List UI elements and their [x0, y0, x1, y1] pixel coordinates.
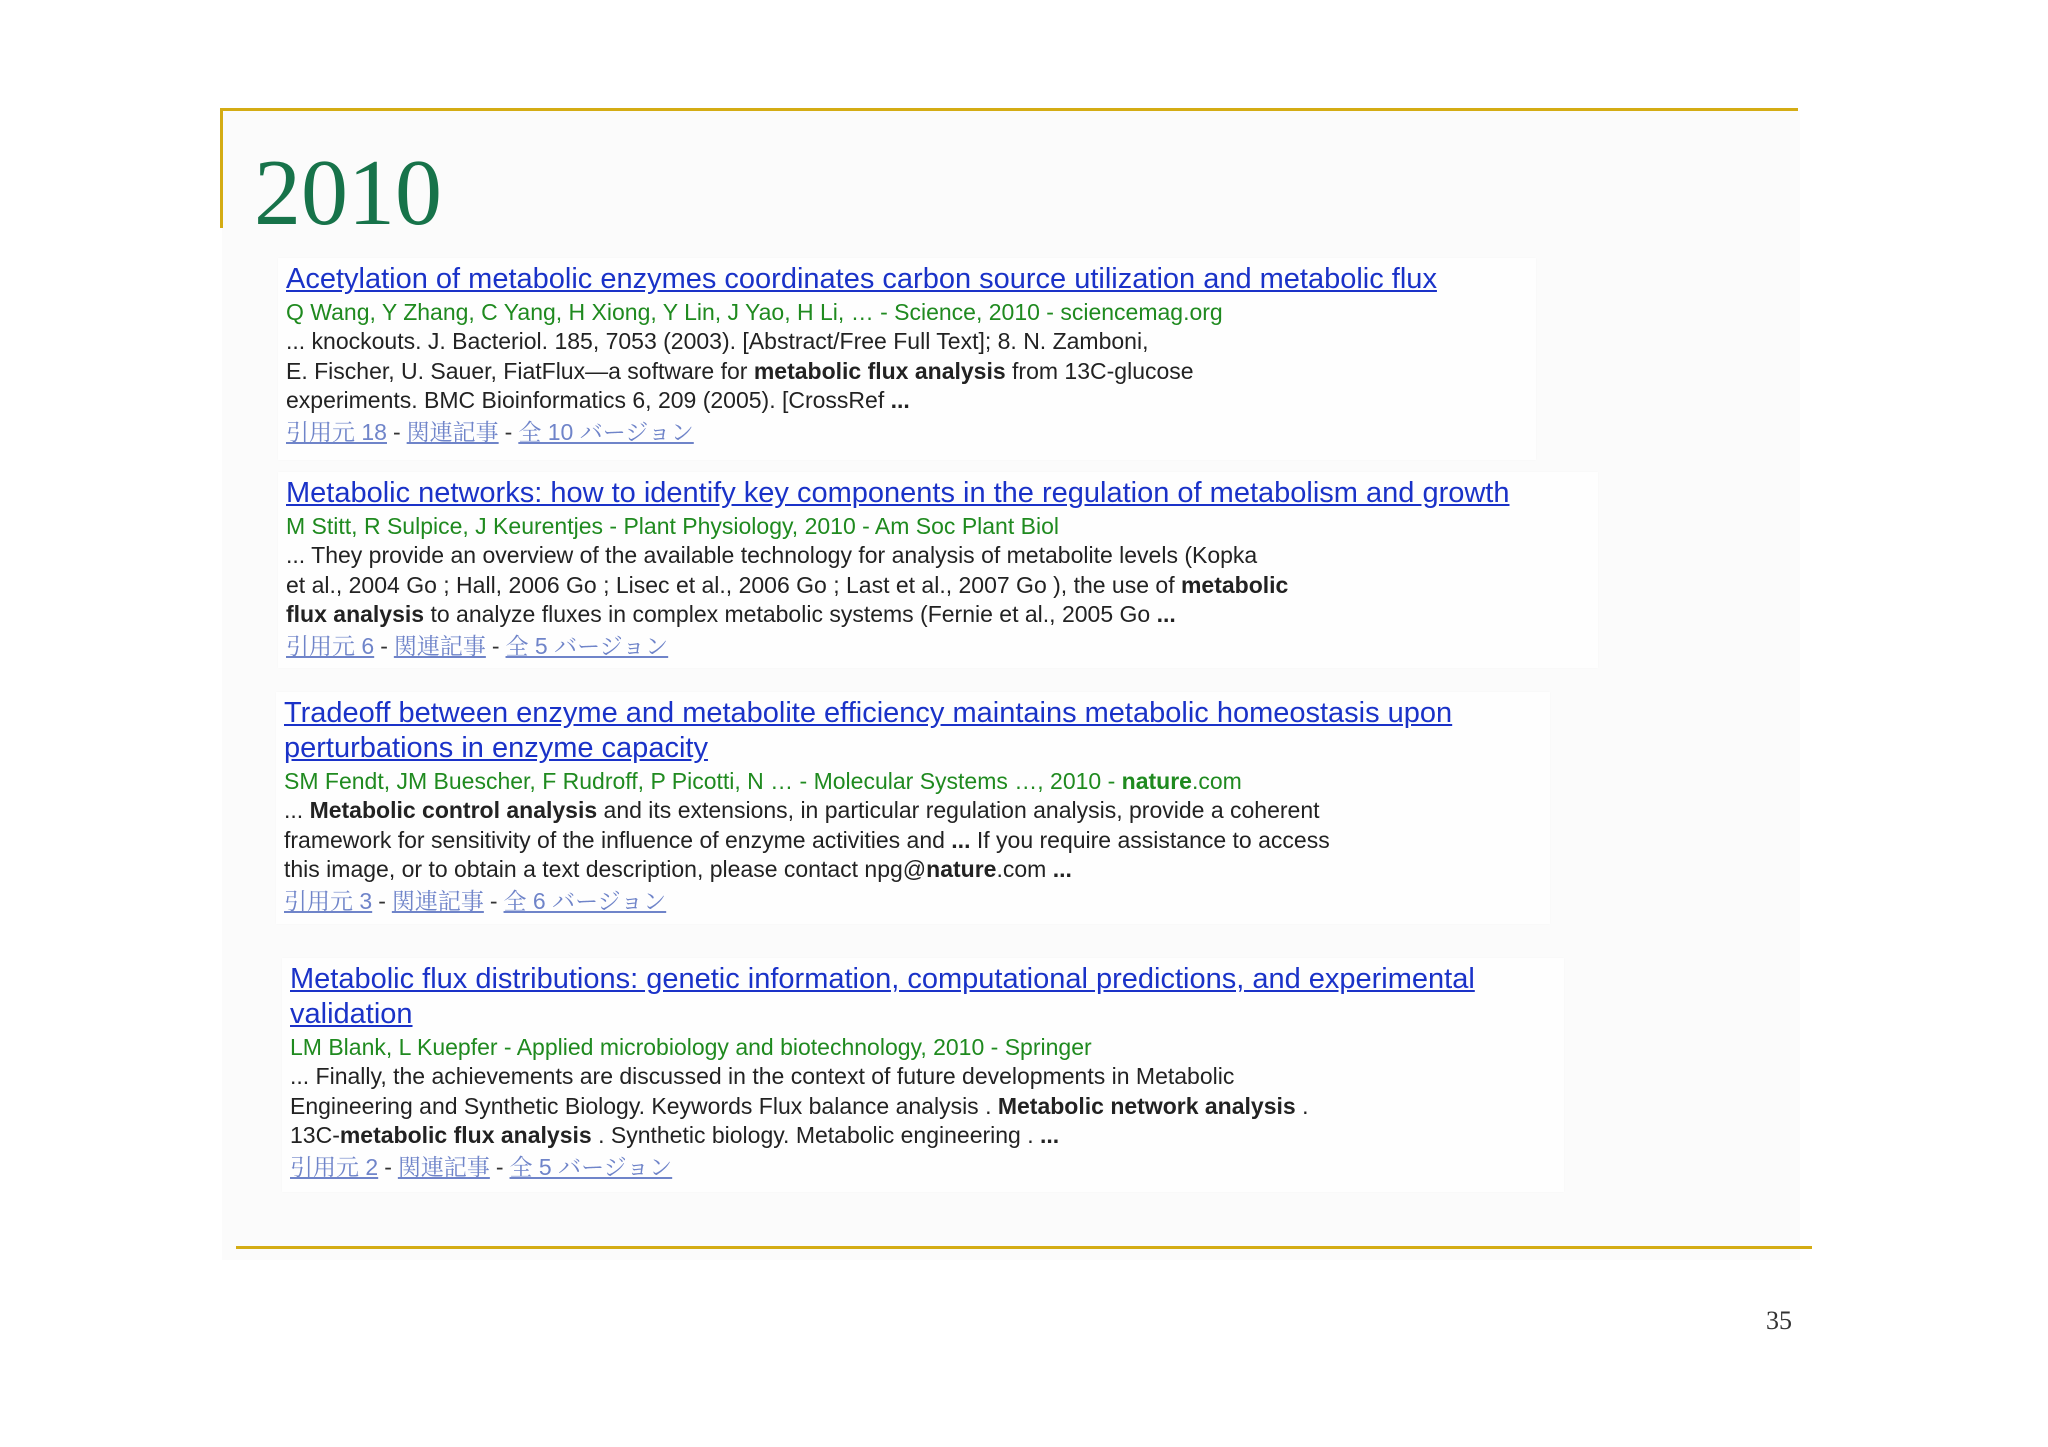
- all-versions-link[interactable]: 全 5 バージョン: [505, 632, 669, 659]
- snippet-line: ... knockouts. J. Bacteriol. 185, 7053 (2003). [Abstract/Free Full Text]; 8. N. Zamboni,: [286, 328, 1149, 354]
- snippet-line: ... Finally, the achievements are discussed in the context of future developments in Metabolic: [290, 1063, 1235, 1089]
- search-result: [278, 258, 1536, 460]
- snippet-line: 13C-metabolic flux analysis . Synthetic biology. Metabolic engineering . ...: [290, 1122, 1060, 1148]
- result-snippet: [284, 796, 1542, 885]
- slide-title: 2010: [254, 141, 442, 245]
- cited-by-link[interactable]: 引用元 2: [290, 1153, 379, 1180]
- result-meta: M Stitt, R Sulpice, J Keurentjes - Plant Physiology, 2010 - Am Soc Plant Biol: [286, 513, 1059, 539]
- result-title-link[interactable]: Metabolic flux distributions: genetic information, computational predictions, and experimental validation: [290, 963, 1475, 1030]
- result-links: 引用元 6 - 関連記事 - 全 5 バージョン: [286, 632, 669, 659]
- result-title-link[interactable]: Tradeoff between enzyme and metabolite efficiency maintains metabolic homeostasis upon perturbations in enzyme capacity: [284, 697, 1453, 764]
- snippet-line: framework for sensitivity of the influence of enzyme activities and ... If you require assistance to access: [284, 826, 1330, 853]
- search-result: [278, 472, 1598, 668]
- result-links: 引用元 2 - 関連記事 - 全 5 バージョン: [290, 1153, 673, 1180]
- result-snippet: [286, 327, 1528, 416]
- all-versions-link[interactable]: 全 5 バージョン: [509, 1153, 673, 1180]
- cited-by-link[interactable]: 引用元 3: [284, 887, 373, 914]
- result-meta: LM Blank, L Kuepfer - Applied microbiology and biotechnology, 2010 - Springer: [290, 1034, 1092, 1060]
- result-meta: SM Fendt, JM Buescher, F Rudroff, P Picotti, N … - Molecular Systems …, 2010 - nature.com: [284, 768, 1242, 794]
- result-meta: Q Wang, Y Zhang, C Yang, H Xiong, Y Lin, J Yao, H Li, … - Science, 2010 - sciencemag.org: [286, 299, 1223, 325]
- related-articles-link[interactable]: 関連記事: [397, 1153, 490, 1180]
- frame-top-border: [220, 108, 1798, 111]
- snippet-line: ... They provide an overview of the available technology for analysis of metabolite levels (Kopka: [286, 542, 1258, 568]
- related-articles-link[interactable]: 関連記事: [393, 632, 486, 659]
- all-versions-link[interactable]: 全 10 バージョン: [518, 418, 694, 445]
- page-number: 35: [1766, 1306, 1792, 1335]
- result-title-link[interactable]: Acetylation of metabolic enzymes coordinates carbon source utilization and metabolic flux: [286, 263, 1437, 295]
- snippet-line: et al., 2004 Go ; Hall, 2006 Go ; Lisec et al., 2006 Go ; Last et al., 2007 Go ), the use of metabolic: [286, 571, 1289, 598]
- related-articles-link[interactable]: 関連記事: [391, 887, 484, 914]
- snippet-line: flux analysis to analyze fluxes in complex metabolic systems (Fernie et al., 2005 Go ...: [286, 601, 1176, 627]
- related-articles-link[interactable]: 関連記事: [406, 418, 499, 445]
- result-snippet: [286, 541, 1590, 630]
- result-title-link[interactable]: Metabolic networks: how to identify key components in the regulation of metabolism and growth: [286, 477, 1510, 509]
- snippet-line: Engineering and Synthetic Biology. Keywords Flux balance analysis . Metabolic network analysis .: [290, 1092, 1309, 1119]
- snippet-line: ... Metabolic control analysis and its extensions, in particular regulation analysis, provide a coherent: [284, 797, 1320, 823]
- result-snippet: [290, 1062, 1556, 1151]
- cited-by-link[interactable]: 引用元 18: [286, 418, 387, 445]
- search-result: [282, 958, 1564, 1192]
- frame-left-border: [220, 108, 223, 228]
- cited-by-link[interactable]: 引用元 6: [286, 632, 375, 659]
- search-result: [276, 692, 1550, 924]
- snippet-line: experiments. BMC Bioinformatics 6, 209 (2005). [CrossRef ...: [286, 387, 910, 413]
- result-links: 引用元 3 - 関連記事 - 全 6 バージョン: [284, 887, 667, 914]
- result-links: 引用元 18 - 関連記事 - 全 10 バージョン: [286, 418, 694, 445]
- frame-bottom-border: [236, 1246, 1812, 1249]
- snippet-line: this image, or to obtain a text description, please contact npg@nature.com ...: [284, 856, 1072, 882]
- snippet-line: E. Fischer, U. Sauer, FiatFlux—a software for metabolic flux analysis from 13C-glucose: [286, 357, 1194, 384]
- all-versions-link[interactable]: 全 6 バージョン: [503, 887, 667, 914]
